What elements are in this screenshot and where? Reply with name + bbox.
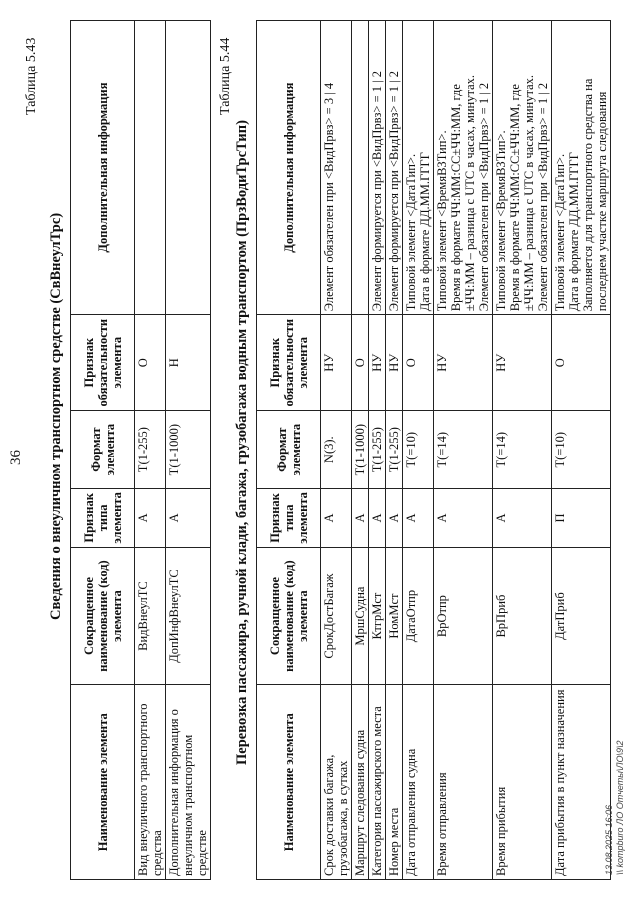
cell-name: Срок доставки багажа, грузобагажа, в сутках bbox=[321, 685, 352, 880]
header-info: Дополнительная информация bbox=[71, 21, 135, 315]
header-name: Наименование элемента bbox=[71, 685, 135, 880]
cell-code: КтгрМст bbox=[369, 547, 386, 685]
cell-format: Т(=14) bbox=[493, 411, 552, 489]
table-row bbox=[493, 21, 552, 880]
cell-name: Время прибытия bbox=[493, 685, 552, 880]
cell-format: Т(1-255) bbox=[135, 411, 166, 489]
cell-type: А bbox=[321, 489, 352, 548]
cell-info: Типовой элемент <ДатаТип>. Дата в формате ДД.ММ.ГГГГ bbox=[403, 21, 434, 315]
cell-obligatory: О bbox=[352, 315, 369, 411]
cell-name: Категория пассажирского места bbox=[369, 685, 386, 880]
cell-name: Номер места bbox=[386, 685, 403, 880]
cell-name: Дата отправления судна bbox=[403, 685, 434, 880]
cell-code: НомМст bbox=[386, 547, 403, 685]
header-format: Формат элемента bbox=[71, 411, 135, 489]
table-header-row bbox=[71, 21, 135, 880]
table-5-43-caption: Таблица 5.43 bbox=[24, 37, 39, 115]
cell-code: ВрОтпр bbox=[434, 547, 493, 685]
cell-obligatory: НУ bbox=[386, 315, 403, 411]
table-row bbox=[386, 21, 403, 880]
table-row bbox=[403, 21, 434, 880]
cell-info: Типовой элемент <ВремяВЗТип>. Время в формате ЧЧ:ММ:СС±ЧЧ:ММ, где ±ЧЧ:ММ – разница с UTC в часах, минутах. Элемент обязателен при <ВидПрвз> = 1 | 2 bbox=[493, 21, 552, 315]
cell-info: Элемент обязателен при <ВидПрвз> = 3 | 4 bbox=[321, 21, 352, 315]
table-5-44-title: Перевозка пассажира, ручной клади, багажа, грузобагажа водным транспортом (ПрзВодиТрсТип) bbox=[234, 120, 250, 765]
cell-info bbox=[352, 21, 369, 315]
table-row bbox=[135, 21, 166, 880]
cell-obligatory: О bbox=[135, 315, 166, 411]
print-stamp bbox=[604, 740, 626, 875]
header-format: Формат элемента bbox=[257, 411, 321, 489]
cell-type: А bbox=[403, 489, 434, 548]
table-5-43-title: Сведения о внеуличном транспортном средстве (СвВнеулТрс) bbox=[48, 212, 64, 620]
cell-name: Маршрут следования судна bbox=[352, 685, 369, 880]
header-obligatory: Признак обязательности элемента bbox=[71, 315, 135, 411]
cell-info bbox=[135, 21, 166, 315]
cell-name: Дата прибытия в пункт назначения bbox=[552, 685, 611, 880]
cell-info: Типовой элемент <ВремяВЗТип>. Время в формате ЧЧ:ММ:СС±ЧЧ:ММ, где ±ЧЧ:ММ – разница с UTC в часах, минутах. Элемент обязателен при <ВидПрвз> = 1 | 2 bbox=[434, 21, 493, 315]
header-obligatory: Признак обязательности элемента bbox=[257, 315, 321, 411]
cell-code: ВрПриб bbox=[493, 547, 552, 685]
cell-type: А bbox=[352, 489, 369, 548]
cell-obligatory: НУ bbox=[369, 315, 386, 411]
header-code: Сокращенное наименование (код) элемента bbox=[71, 547, 135, 685]
page-number: 36 bbox=[8, 450, 24, 465]
table-5-44-caption: Таблица 5.44 bbox=[218, 37, 233, 115]
cell-info: Элемент формируется при <ВидПрвз> = 1 | 2 bbox=[369, 21, 386, 315]
header-type: Признак типа элемента bbox=[257, 489, 321, 548]
cell-type: А bbox=[493, 489, 552, 548]
cell-type: А bbox=[166, 489, 211, 548]
cell-format: Т(1-255) bbox=[386, 411, 403, 489]
header-type: Признак типа элемента bbox=[71, 489, 135, 548]
header-code: Сокращенное наименование (код) элемента bbox=[257, 547, 321, 685]
cell-format: Т(1-255) bbox=[369, 411, 386, 489]
cell-info: Элемент формируется при <ВидПрвз> = 1 | 2 bbox=[386, 21, 403, 315]
cell-type: П bbox=[552, 489, 611, 548]
cell-obligatory: О bbox=[552, 315, 611, 411]
cell-type: А bbox=[434, 489, 493, 548]
cell-obligatory: НУ bbox=[434, 315, 493, 411]
cell-format: Т(1-1000) bbox=[352, 411, 369, 489]
print-stamp-path: \\ kompburo ЛО Отчеты\ЛО\9\2 bbox=[614, 740, 625, 875]
cell-info: Типовой элемент <ДатаТип>. Дата в формате ДД.ММ.ГГГГ Заполняется для транспортного средства на последнем участке маршрута следования bbox=[552, 21, 611, 315]
cell-type: А bbox=[369, 489, 386, 548]
cell-format: Т(1-1000) bbox=[166, 411, 211, 489]
table-header-row bbox=[257, 21, 321, 880]
cell-format: Т(=14) bbox=[434, 411, 493, 489]
cell-code: ВидВнеулТС bbox=[135, 547, 166, 685]
cell-info bbox=[166, 21, 211, 315]
cell-code: ДопИнфВнеулТС bbox=[166, 547, 211, 685]
cell-type: А bbox=[386, 489, 403, 548]
table-row bbox=[369, 21, 386, 880]
table-row bbox=[166, 21, 211, 880]
cell-format: N(3). bbox=[321, 411, 352, 489]
cell-obligatory: НУ bbox=[321, 315, 352, 411]
cell-obligatory: Н bbox=[166, 315, 211, 411]
cell-format: Т(=10) bbox=[552, 411, 611, 489]
cell-type: А bbox=[135, 489, 166, 548]
header-name: Наименование элемента bbox=[257, 685, 321, 880]
cell-name: Вид внеуличного транспортного средства bbox=[135, 685, 166, 880]
table-5-44 bbox=[256, 20, 611, 880]
cell-code: ДатаОтпр bbox=[403, 547, 434, 685]
cell-code: ДатПриб bbox=[552, 547, 611, 685]
table-row bbox=[552, 21, 611, 880]
cell-obligatory: О bbox=[403, 315, 434, 411]
table-row bbox=[321, 21, 352, 880]
print-stamp-date: 13.08.2025 16:06 bbox=[604, 804, 614, 875]
cell-code: СрокДостБагаж bbox=[321, 547, 352, 685]
header-info: Дополнительная информация bbox=[257, 21, 321, 315]
table-row bbox=[352, 21, 369, 880]
cell-name: Время отправления bbox=[434, 685, 493, 880]
table-5-43 bbox=[70, 20, 211, 880]
cell-obligatory: НУ bbox=[493, 315, 552, 411]
cell-format: Т(=10) bbox=[403, 411, 434, 489]
cell-code: МршСудна bbox=[352, 547, 369, 685]
cell-name: Дополнительная информация о внеуличном транспортном средстве bbox=[166, 685, 211, 880]
table-row bbox=[434, 21, 493, 880]
